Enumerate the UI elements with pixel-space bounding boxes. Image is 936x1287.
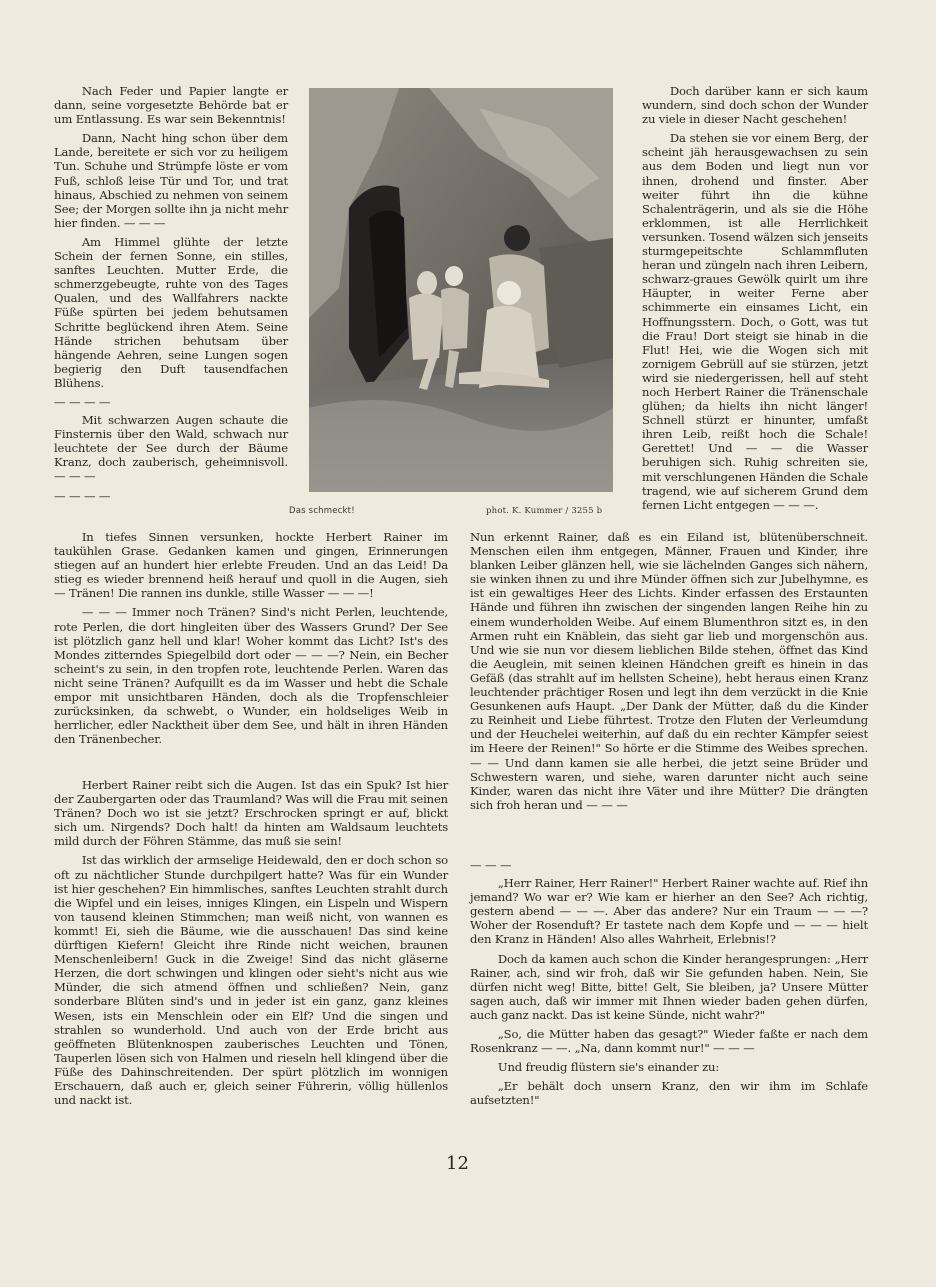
paragraph: Nach Feder und Papier langte er dann, seine vorgesetzte Behörde bat er um Entlassung. Es war sein Bekenntnis! — [54, 84, 288, 127]
middle-left-column — [54, 530, 448, 751]
section-separator: — — — — — [54, 488, 111, 503]
paragraph: „Herr Rainer, Herr Rainer!" Herbert Rainer wachte auf. Rief ihn jemand? Wo war er? Wie kam er hierher an den See? Ach richtig, gestern abend — — —. Aber das andere? Nur ein Traum — — —? Woher der Rosenduft? Er tastete nach dem Kopfe und — — — hielt den Kranz in Händen! Also alles Wahrheit, Erlebnis!? — [470, 876, 869, 947]
paragraph: Doch darüber kann er sich kaum wundern, sind doch schon der Wunder zu viele in dieser Nacht geschehen! — [642, 84, 868, 127]
photo-caption: Das schmeckt! — [289, 506, 355, 516]
lower-right-column — [470, 858, 868, 1113]
section-separator: — — — — — [54, 394, 111, 409]
paragraph: In tiefes Sinnen versunken, hockte Herbert Rainer im taukühlen Grase. Gedanken kamen und gingen, Erinnerungen stiegen auf an hundert hier erlebte Freuden. Und an das Leid! Da stieg es wieder brennend heiß herauf und quoll in die Augen, sieh — Tränen! Die rannen ins dunkle, stille Wasser — — —! — [54, 530, 448, 601]
page-number: 12 — [446, 1153, 469, 1174]
section-separator: — — — — [470, 858, 512, 872]
paragraph: Doch da kamen auch schon die Kinder herangesprungen: „Herr Rainer, ach, sind wir froh, daß wir Sie gefunden haben. Nein, Sie dürfen nicht weg! Bitte, bitte! Gelt, Sie bleiben, ja? Unsere Mütter sagen auch, daß wir immer mit Ihnen wieder baden gehen dürfen, auch ganz nackt. Das ist keine Sünde, nicht wahr?" — [470, 951, 868, 1022]
paragraph: Herbert Rainer reibt sich die Augen. Ist das ein Spuk? Ist hier der Zaubergarten oder das Traumland? Was will die Frau mit seinen Tränen? Doch wo ist sie jetzt? Erschrocken springt er auf, blickt sich um. Nirgends? Doch halt! da hinten am Waldsaum leuchtets mild durch der Föhren Stämme, das muß sie sein! — [54, 778, 448, 849]
left-column — [54, 84, 288, 507]
middle-right-column — [470, 530, 868, 817]
paragraph: Mit schwarzen Augen schaute die Finsternis über den Wald, schwach nur leuchtete der See durch der Bäume Kranz, doch zauberisch, geheimnisvoll. — — — — [54, 413, 288, 484]
paragraph: „So, die Mütter haben das gesagt?" Wieder faßte er nach dem Rosenkranz — —. „Na, dann kommt nur!" — — — — [470, 1027, 868, 1056]
paragraph: Am Himmel glühte der letzte Schein der fernen Sonne, ein stilles, sanftes Leuchten. Mutter Erde, die schmerzgebeugte, ruhte von des Tages Qualen, und des Wallfahrers nackte Füße spürten bei jedem behutsamen Schritte beglückend ihren Atem. Seine Hände strichen behutsam über hängende Aehren, seine Lungen sogen begierig den Duft tausendfachen Blühens. — [54, 234, 288, 390]
paragraph: „Er behält doch unsern Kranz, den wir ihm im Schlafe aufsetzten!" — [470, 1079, 868, 1108]
paragraph: Ist das wirklich der armselige Heidewald, den er doch schon so oft zu nächtlicher Stunde durchpilgert hatte? Was für ein Wunder ist hier geschehen? Ein himmlisches, sanftes Leuchten strahlt durch die Wipfel und ein leises, inniges Klingen, ein Lispeln und Wispern von tausend kleinen Stimmchen; man weiß nicht, von wannen es kommt! Ei, sieh die Bäume, wie die ausschauen! Das sind keine dürftigen Kiefern! Gleicht ihre Rinde nicht weichen, braunen Menschenleibern! Guck in die Zweige! Sind das nicht gläserne Herzen, die dort schwingen und klingen oder sieht's nicht aus wie Münder, die sich atmend öffnen und schließen? Nein, ganz sonderbare Blüten sind's und in jeder ist ein ganz, ganz kleines Wesen, ists ein Menschlein oder ein Elf? Und die singen und strahlen so wunderhold. Und auch von der Erde bricht aus geöffneten Blütenknospen zauberisches Leuchten und Tönen, Tauperlen lösen sich von Halmen und rieseln hell klingend über die Füße des Dahinschreitenden. Der spürt plötzlich im wonnigen Erschauern, daß auch er, gleich seiner Führerin, völlig hüllenlos und nackt ist. — [54, 853, 448, 1108]
right-column — [642, 84, 868, 517]
paragraph: Nun erkennt Rainer, daß es ein Eiland ist, blütenüberschneit. Menschen eilen ihm entgegen, Männer, Frauen und Kinder, ihre blanken Leiber glänzen hell, wie sie lächelnden Ganges sich nähern, sie winken ihnen zu und ihre Münder öffnen sich zur Jubelhymne, es ist ein gewaltiges Heer des Lichts. Kinder erfassen des Erstaunten Hände und führen ihn zwischen der singenden langen Reihe hin zu einem wunderholden Weibe. Auf einem Blumenthron sitzt es, in den Armen ruht ein Knäblein, das sieht gar lieb und morgenschön aus. Und wie sie nun vor diesem lieblichen Bilde stehen, öffnet das Kind die Aeuglein, mit seinen kleinen Händchen greift es hinein in das Gefäß (das strahlt auf im hellsten Scheine), hebt heraus einen Kranz leuchtender prächtiger Rosen und legt ihn dem verzückt in die Knie Gesunkenen aufs Haupt. „Der Dank der Mütter, daß du die Kinder zu Reinheit und Liebe führtest. Trotze den Fluten der Verleumdung und der Heuchelei weiterhin, auf daß du ein rechter Kämpfer seiest im Heere der Reinen!" So hörte er die Stimme des Weibes sprechen. — — Und dann kamen sie alle herbei, die jetzt seine Brüder und Schwestern waren, und siehe, waren darunter nicht auch seine Kinder, waren das nicht ihre Väter und ihre Mütter? Die drängten sich froh heran und — — — — [470, 530, 868, 812]
paragraph: Dann, Nacht hing schon über dem Lande, bereitete er sich vor zu heiligem Tun. Schuhe und Strümpfe löste er vom Fuß, schloß leise Tür und Tor, und trat hinaus, Abschied zu nehmen von seinem See; der Morgen sollte ihn ja nicht mehr hier finden. — — — — [54, 131, 288, 230]
photo-credit: phot. K. Kummer / 3255 b — [486, 506, 603, 516]
paragraph: — — — Immer noch Tränen? Sind's nicht Perlen, leuchtende, rote Perlen, die dort hingleiten über des Wassers Grund? Der See ist plötzlich ganz hell und klar! Woher kommt das Licht? Ist's des Mondes zitterndes Spiegelbild dort oder — — —? Nein, ein Becher scheint's zu sein, in den tropfen rote, leuchtende Perlen. Waren das nicht seine Tränen? Aufquillt es da im Wasser und hebt die Schale empor mit unsichtbaren Händen, doch als die Tropfenschleier zurücksinken, da schwebt, o Wunder, ein holdseliges Weib in herrlicher, edler Nacktheit über dem See, und hält in ihren Händen den Tränenbecher. — [54, 605, 448, 747]
lower-left-column — [54, 778, 448, 1112]
photo-children-at-rock-pool — [309, 88, 613, 492]
paragraph: Da stehen sie vor einem Berg, der scheint jäh herausgewachsen zu sein aus dem Boden und liegt nun vor ihnen, drohend und finster. Aber weiter führt ihn die kühne Schalenträgerin, und als sie die Höhe erklommen, ist alle Herrlichkeit versunken. Tosend wälzen sich jenseits sturmgepeitschte Schlammfluten heran und züngeln nach ihren Leibern, schwarz-graues Gewölk quirlt um ihre Häupter, in weiter Ferne aber schimmerte ein einsames Licht, ein Hoffnungsstern. Doch, o Gott, was tut die Frau! Dort steigt sie hinab in die Flut! Hei, wie die Wogen sich mit zornigem Gebrüll auf sie stürzen, jetzt wird sie niedergerissen, hell auf steht noch Herbert Rainer die Tränenschale glühen; da hielts ihn nicht länger! Schnell stürzt er hinunter, umfaßt ihren Leib, reißt hoch die Schale! Gerettet! Und — — die Wasser beruhigen sich. Ruhig schreiten sie, mit verschlungenen Händen die Schale tragend, wie auf sicherem Grund dem fernen Licht entgegen — — —. — [642, 131, 868, 512]
paragraph: Und freudig flüstern sie's einander zu: — [497, 1060, 720, 1075]
photo-image — [309, 88, 613, 492]
